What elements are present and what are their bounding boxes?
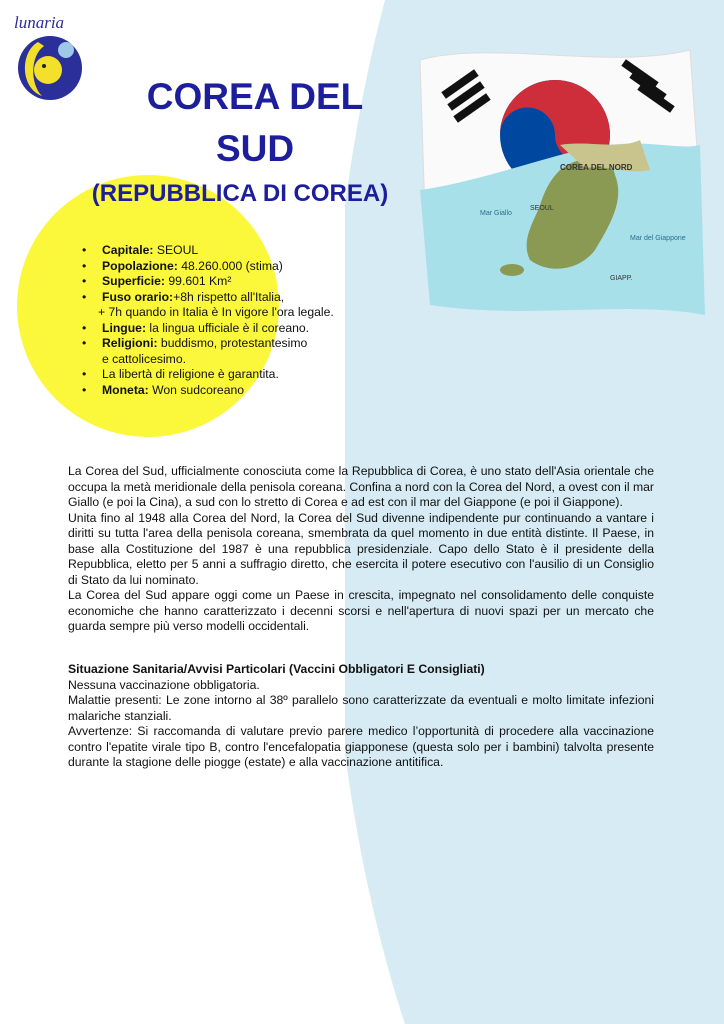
fact-value: buddismo, protestantesimo	[157, 336, 308, 350]
health-line: Malattie presenti: Le zone intorno al 38º parallelo sono caratterizzate da eventuali e molto limitate infezioni malariche stanziali.	[68, 693, 654, 723]
fact-value: Won sudcoreano	[148, 382, 245, 397]
list-item-continuation	[82, 305, 334, 321]
fact-value: SEOUL	[153, 243, 199, 257]
intro-paragraph: Unita fino al 1948 alla Corea del Nord, la Corea del Sud divenne indipendente pur continuando a vantare i diritti su tutta l'area della penisola coreana, smembrata da quel momento in due entità distinte. Il Paese, in base alla Costituzione del 1987 è una repubblica presidenziale. Capo dello Stato è il presidente della Repubblica, eletto per 5 anni a suffragio diretto, che esercita il potere esecutivo con l'ausilio di un Consiglio di Stato da lui nominato.	[68, 510, 654, 587]
fact-value: + 7h quando in Italia è In vigore l'ora legale.	[98, 305, 334, 319]
health-title: Situazione Sanitaria/Avvisi Particolari (Vaccini Obbligatori E Consigliati)	[68, 662, 485, 676]
map-label-north: COREA DEL NORD	[560, 163, 633, 172]
fact-label: Fuso orario:	[102, 289, 174, 304]
intro-paragraph: La Corea del Sud, ufficialmente conosciuta come la Repubblica di Corea, è uno stato dell'Asia orientale che occupa la metà meridionale della penisola coreana. Confina a nord con la Corea del Nord, a ovest con il mar Giallo (e poi la Cina), a sud con lo stretto di Corea e ad est con il mar del Giappone (e poi il Giappone).	[68, 464, 654, 509]
map-label-japan-sea: Mar del Giappone	[630, 235, 686, 242]
list-item	[82, 243, 334, 259]
list-item	[82, 321, 334, 337]
facts-list	[82, 243, 334, 398]
fact-value: la lingua ufficiale è il coreano.	[146, 320, 310, 335]
map-label-seoul: SEOUL	[530, 205, 554, 212]
fact-label: Popolazione:	[102, 258, 178, 273]
fact-value: +8h rispetto all'Italia,	[173, 289, 285, 304]
fact-label: Moneta:	[102, 382, 149, 397]
fact-value: e cattolicesimo.	[102, 351, 186, 366]
list-item	[82, 290, 334, 306]
map-label-yellow-sea: Mar Giallo	[480, 210, 512, 217]
fact-value: 48.260.000 (stima)	[177, 258, 283, 273]
health-line: Nessuna vaccinazione obbligatoria.	[68, 677, 260, 692]
intro-section	[68, 464, 654, 635]
list-item-continuation	[82, 352, 334, 368]
globe-icon	[58, 42, 74, 58]
fact-label: Capitale:	[102, 243, 154, 257]
logo-text: lunaria	[14, 13, 65, 32]
fact-label: Religioni:	[102, 336, 158, 350]
page-title-line-2: SUD	[215, 128, 295, 169]
page-title-line-1: COREA DEL	[146, 76, 364, 117]
health-section	[68, 662, 654, 771]
list-item	[82, 259, 334, 275]
intro-paragraph: La Corea del Sud appare oggi come un Paese in crescita, impegnato nel consolidamento delle conquiste economiche che hanno caratterizzato i decenni scorsi e nell'apertura di nuovi spazi per un mercato che guarda sempre più verso modelli occidentali.	[68, 588, 654, 633]
health-line: Avvertenze: Si raccomanda di valutare previo parere medico l’opportunità di procedere alla vaccinazione contro l'epatite virale tipo B, contro l'encefalopatia giapponese (questa solo per i bambini) talvolta presente durante la stagione delle piogge (estate) e alla vaccinazione antitifica.	[68, 724, 654, 769]
korea-flag-map	[410, 40, 710, 320]
list-item	[82, 274, 334, 290]
list-item	[82, 383, 334, 399]
fact-label: Superficie:	[102, 274, 165, 288]
map-label-japan: GIAPP.	[610, 275, 633, 282]
fact-value: 99.601 Km²	[165, 274, 232, 288]
list-item	[82, 367, 334, 383]
fact-value: La libertà di religione è garantita.	[102, 367, 279, 381]
list-item	[82, 336, 334, 352]
page-subtitle: (REPUBBLICA DI COREA)	[91, 180, 389, 207]
fact-label: Lingue:	[102, 320, 147, 335]
